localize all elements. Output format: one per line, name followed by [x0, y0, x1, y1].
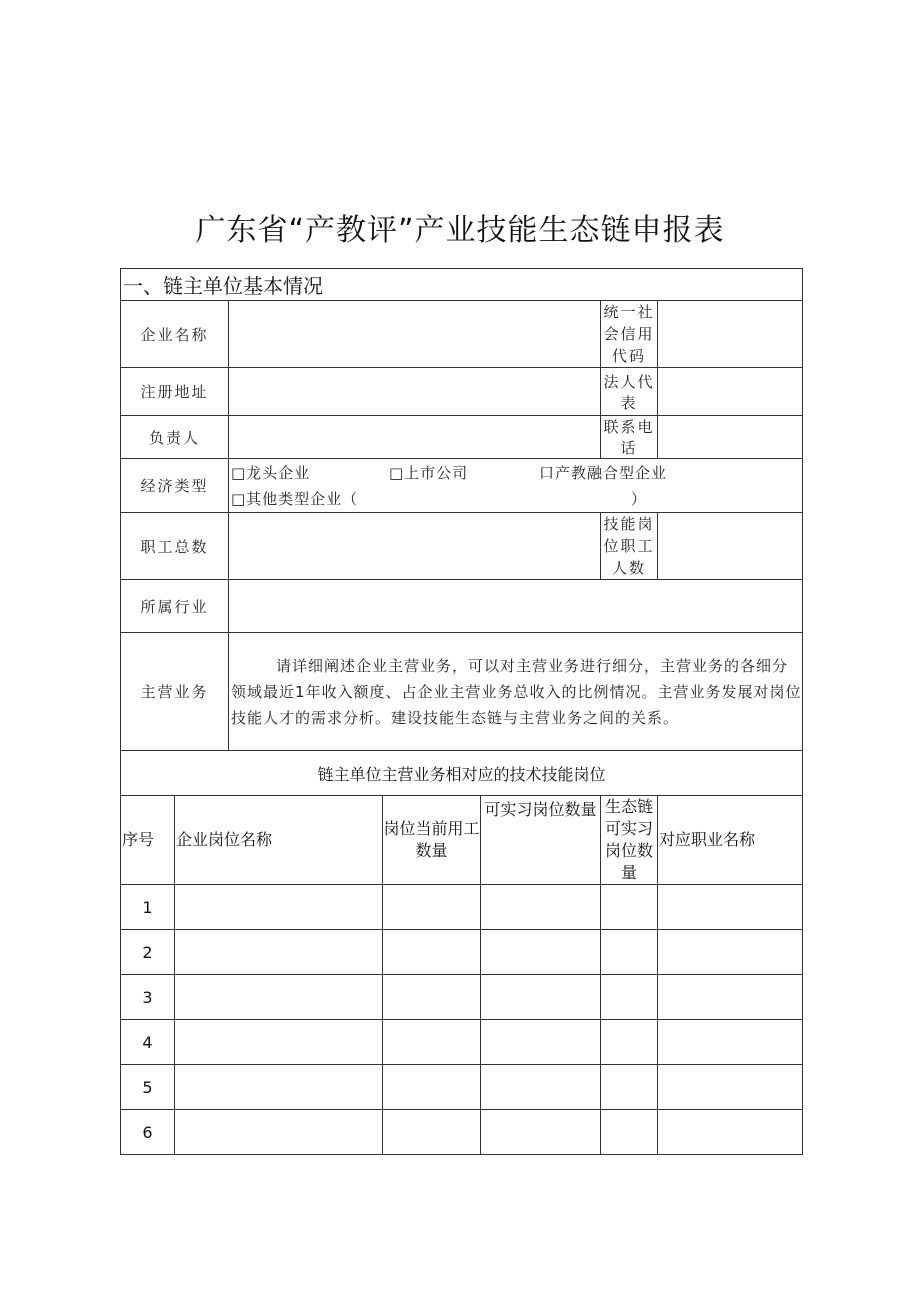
section-header: 一、链主单位基本情况: [121, 269, 803, 301]
cell-position-name[interactable]: [175, 930, 383, 975]
input-credit-code[interactable]: [658, 301, 803, 368]
cell-internship-count[interactable]: [481, 885, 601, 930]
row-number: 3: [121, 975, 175, 1020]
label-principal: 负责人: [121, 416, 229, 459]
cell-occupation-name[interactable]: [658, 1020, 803, 1065]
other-type-close-paren: ）: [631, 489, 648, 508]
cell-chain-internship-count[interactable]: [601, 975, 658, 1020]
cell-occupation-name[interactable]: [658, 930, 803, 975]
cell-current-staff[interactable]: [383, 1020, 481, 1065]
checkbox-leading-enterprise[interactable]: □龙头企业: [231, 463, 311, 482]
main-business-description[interactable]: [229, 633, 803, 751]
cell-position-name[interactable]: [175, 885, 383, 930]
row-number: 6: [121, 1110, 175, 1155]
col-header-position-name: 企业岗位名称: [175, 796, 383, 885]
cell-occupation-name[interactable]: [658, 975, 803, 1020]
page-title: 广东省“产教评”产业技能生态链申报表: [195, 213, 725, 248]
cell-internship-count[interactable]: [481, 1065, 601, 1110]
label-credit-code: 统一社会信用代码: [601, 301, 658, 368]
label-reg-address: 注册地址: [121, 368, 229, 416]
cell-chain-internship-count[interactable]: [601, 1020, 658, 1065]
label-econ-type: 经济类型: [121, 459, 229, 513]
cell-internship-count[interactable]: [481, 1020, 601, 1065]
checkbox-listed-company[interactable]: □上市公司: [389, 463, 469, 482]
input-company-name[interactable]: [229, 301, 601, 368]
application-form-table: [120, 268, 803, 1155]
cell-occupation-name[interactable]: [658, 1110, 803, 1155]
cell-chain-internship-count[interactable]: [601, 885, 658, 930]
cell-internship-count[interactable]: [481, 975, 601, 1020]
row-number: 2: [121, 930, 175, 975]
cell-current-staff[interactable]: [383, 975, 481, 1020]
cell-position-name[interactable]: [175, 1065, 383, 1110]
cell-internship-count[interactable]: [481, 930, 601, 975]
row-number: 5: [121, 1065, 175, 1110]
col-header-current-staff: 岗位当前用工数量: [383, 796, 481, 885]
input-phone[interactable]: [658, 416, 803, 459]
cell-current-staff[interactable]: [383, 1065, 481, 1110]
cell-chain-internship-count[interactable]: [601, 1110, 658, 1155]
label-phone: 联系电话: [601, 416, 658, 459]
label-industry: 所属行业: [121, 580, 229, 633]
econ-type-options: [229, 459, 803, 513]
input-reg-address[interactable]: [229, 368, 601, 416]
cell-current-staff[interactable]: [383, 1110, 481, 1155]
row-number: 1: [121, 885, 175, 930]
cell-current-staff[interactable]: [383, 930, 481, 975]
cell-position-name[interactable]: [175, 975, 383, 1020]
label-company-name: 企业名称: [121, 301, 229, 368]
row-number: 4: [121, 1020, 175, 1065]
input-principal[interactable]: [229, 416, 601, 459]
label-employees: 职工总数: [121, 513, 229, 580]
input-skilled-employees[interactable]: [658, 513, 803, 580]
cell-chain-internship-count[interactable]: [601, 1065, 658, 1110]
main-business-text: 请详细阐述企业主营业务，可以对主营业务进行细分，主营业务的各细分领域最近1年收入额度、占企业主营业务总收入的比例情况。主营业务发展对岗位技能人才的需求分析。建设技能生态链与主营业务之间的关系。: [231, 656, 802, 727]
cell-position-name[interactable]: [175, 1020, 383, 1065]
cell-chain-internship-count[interactable]: [601, 930, 658, 975]
col-header-occupation-name: 对应职业名称: [658, 796, 803, 885]
input-legal-rep[interactable]: [658, 368, 803, 416]
cell-internship-count[interactable]: [481, 1110, 601, 1155]
label-legal-rep: 法人代表: [601, 368, 658, 416]
label-skilled-employees: 技能岗位职工人数: [601, 513, 658, 580]
cell-current-staff[interactable]: [383, 885, 481, 930]
input-employees[interactable]: [229, 513, 601, 580]
cell-occupation-name[interactable]: [658, 1065, 803, 1110]
checkbox-integration-enterprise[interactable]: 口产教融合型企业: [539, 463, 668, 482]
positions-table-title: 链主单位主营业务相对应的技术技能岗位: [121, 751, 803, 796]
col-header-internship-count: 可实习岗位数量: [481, 796, 601, 885]
col-header-chain-internship-count: 生态链可实习岗位数量: [601, 796, 658, 885]
cell-occupation-name[interactable]: [658, 885, 803, 930]
checkbox-other-enterprise[interactable]: □其他类型企业（: [231, 489, 359, 508]
label-main-business: 主营业务: [121, 633, 229, 751]
input-industry[interactable]: [229, 580, 803, 633]
col-header-seq: 序号: [121, 796, 175, 885]
cell-position-name[interactable]: [175, 1110, 383, 1155]
